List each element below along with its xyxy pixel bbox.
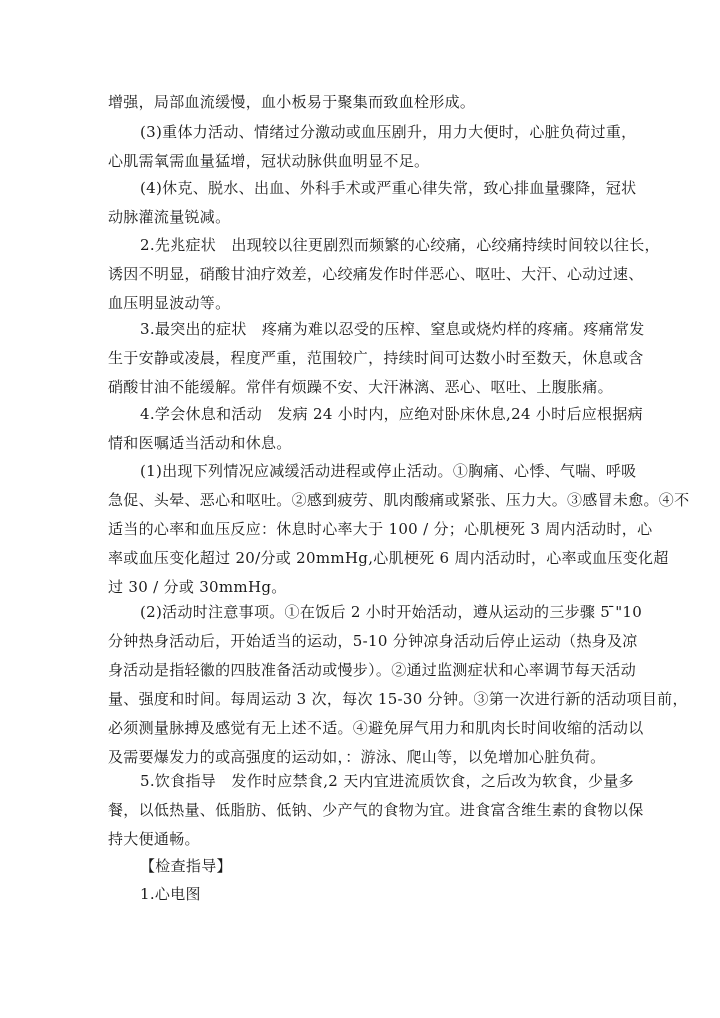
text-line: 适当的心率和血压反应：休息时心率大于 100 / 分；心肌梗死 3 周内活动时，心 [108, 520, 653, 538]
text-line: 身活动是指轻徽的四肢准备活动或慢步）。②通过监测症状和心率调节每天活动 [108, 661, 637, 679]
text-line: 必须测量脉搏及感觉有无上述不适。④避免屏气用力和肌肉长时间收缩的活动以 [108, 719, 644, 737]
text-line: 【检查指导】 [140, 857, 232, 875]
paragraph-7 [108, 457, 690, 602]
paragraph-5 [108, 315, 645, 402]
text-line: 急促、头晕、恶心和呕吐。②感到疲劳、肌肉酸痛或紧张、压力大。③感冒未愈。④不 [108, 491, 690, 509]
text-line: 诱因不明显，硝酸甘油疗效差，心绞痛发作时伴恶心、呕吐、大汗、心动过速、 [108, 265, 644, 283]
text-line: 过 30 / 分或 30mmHg。 [108, 578, 287, 596]
paragraph-3 [108, 174, 637, 232]
text-line: 血压明显波动等。 [108, 294, 231, 312]
paragraph-1 [108, 88, 616, 117]
text-line: 3.最突出的症状 疼痛为难以忍受的压榨、窒息或烧灼样的疼痛。疼痛常发 [140, 320, 645, 338]
text-line: 持大便通畅。 [108, 830, 200, 848]
text-line: 生于安静或凌晨，程度严重，范围较广，持续时间可达数小时至数天，休息或含 [108, 349, 644, 367]
text-line: (4)休克、脱水、出血、外科手术或严重心律失常，致心排血量骤降，冠状 [140, 179, 637, 197]
text-line: 4.学会休息和活动 发病 24 小时内，应绝对卧床休息,24 小时后应根据病 [140, 405, 643, 423]
paragraph-9 [108, 767, 644, 854]
text-line: 硝酸甘油不能缓解。常伴有烦躁不安、大汗淋漓、恶心、呕吐、上腹胀痛。 [108, 378, 613, 396]
paragraph-2 [108, 118, 637, 176]
text-line: 5.饮食指导 发作时应禁食,2 天内宜进流质饮食，之后改为软食，少量多 [140, 772, 634, 790]
paragraph-4 [108, 231, 660, 318]
text-line: 餐，以低热量、低脂肪、低钠、少产气的食物为宜。进食富含维生素的食物以保 [108, 801, 644, 819]
text-line: 量、强度和时间。每周运动 3 次，每次 15-30 分钟。③第一次进行新的活动项目前， [108, 690, 688, 708]
text-line: 1.心电图 [140, 885, 201, 903]
text-line: 2.先兆症状 出现较以往更剧烈而频繁的心绞痛，心绞痛持续时间较以往长， [140, 236, 660, 254]
text-line: (1)出现下列情况应减缓活动进程或停止活动。①胸痛、心悸、气喘、呼吸 [140, 462, 637, 480]
paragraph-8 [108, 598, 688, 772]
text-line: (3)重体力活动、情绪过分激动或血压剧升，用力大便时，心脏负荷过重， [140, 123, 637, 141]
text-line: 及需要爆发力的或高强度的运动如，：游泳、爬山等，以免增加心脏负荷。 [108, 748, 606, 766]
text-line: 情和医嘱适当活动和休息。 [108, 434, 292, 452]
text-line: 心肌需氧需血量猛增，冠状动脉供血明显不足。 [108, 152, 430, 170]
section-heading [108, 852, 616, 881]
paragraph-6 [108, 400, 643, 458]
text-line: 分钟热身活动后，开始适当的运动，5-10 分钟凉身活动后停止运动（热身及凉 [108, 632, 638, 650]
subsection-heading [108, 880, 616, 909]
text-line: 增强，局部血流缓慢，血小板易于聚集而致血栓形成。 [108, 93, 476, 111]
text-line: 动脉灌流量锐减。 [108, 208, 231, 226]
text-line: (2)活动时注意事项。①在饭后 2 小时开始活动，遵从运动的三步骤 5 ̄"10 [140, 603, 643, 621]
text-line: 率或血压变化超过 20/分或 20mmHg,心肌梗死 6 周内活动时，心率或血压变化超 [108, 549, 669, 567]
